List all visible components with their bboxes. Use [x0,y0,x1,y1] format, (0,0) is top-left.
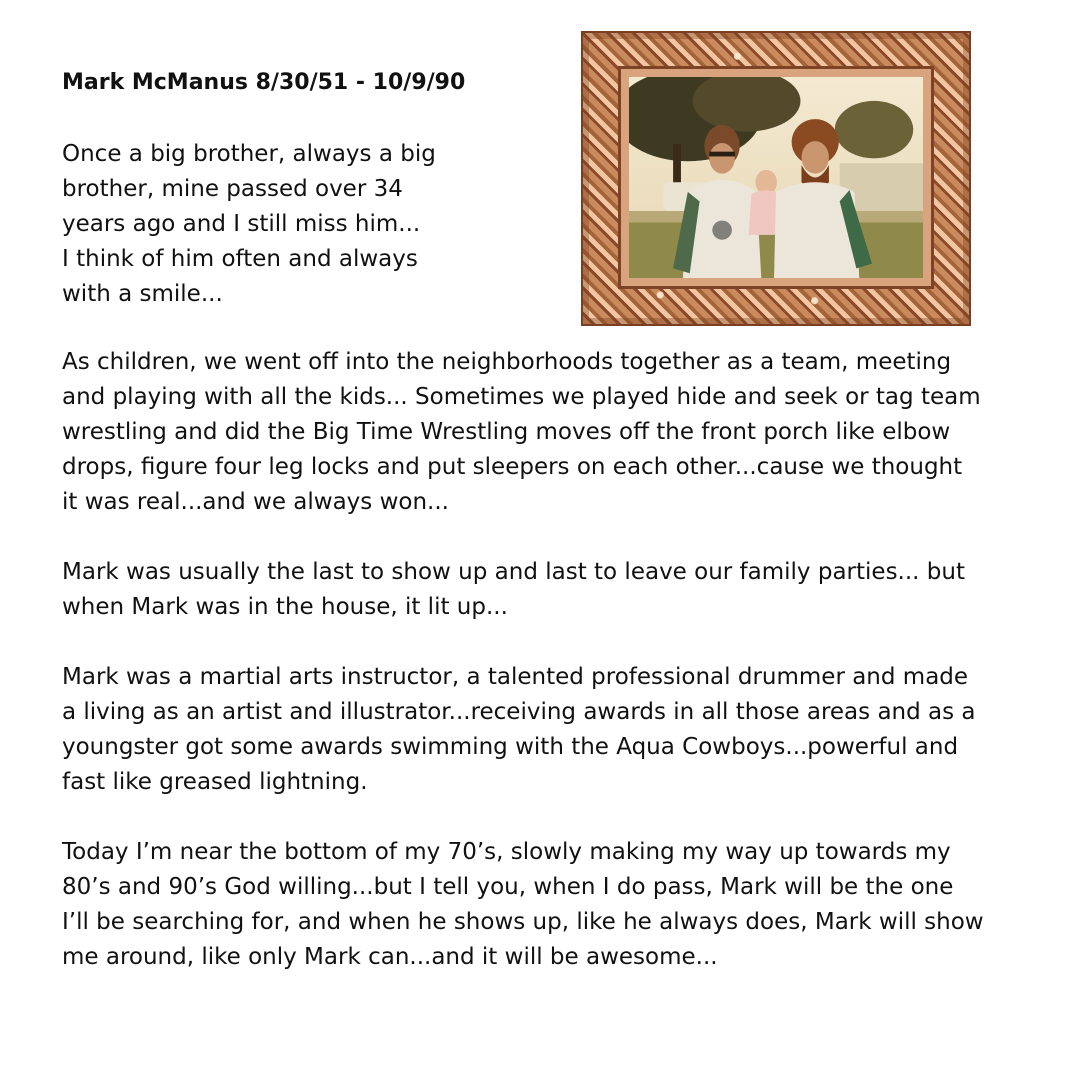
text-line: I’ll be searching for, and when he shows up, like he always does, Mark will show [62,909,984,935]
text-line: when Mark was in the house, it lit up... [62,594,508,620]
photo-frame [581,31,971,326]
family-photo [629,77,923,278]
intro-line: Once a big brother, always a big [62,141,436,167]
memorial-body [62,345,1037,1010]
text-line: drops, figure four leg locks and put sleepers on each other...cause we thought [62,454,963,480]
intro-line: years ago and I still miss him... [62,211,421,237]
text-line: me around, like only Mark can...and it will be awesome... [62,944,718,970]
text-line: Today I’m near the bottom of my 70’s, slowly making my way up towards my [62,839,951,865]
paragraph-childhood [62,345,1037,520]
text-line: Mark was a martial arts instructor, a talented professional drummer and made [62,664,969,690]
memorial-heading: Mark McManus 8/30/51 - 10/9/90 [62,70,466,95]
intro-paragraph [62,137,482,312]
text-line: As children, we went off into the neighborhoods together as a team, meeting [62,349,952,375]
paragraph-today [62,835,1037,975]
text-line: it was real...and we always won... [62,489,449,515]
paragraph-parties [62,555,1037,625]
text-line: Mark was usually the last to show up and last to leave our family parties... but [62,559,965,585]
text-line: 80’s and 90’s God willing...but I tell you, when I do pass, Mark will be the one [62,874,954,900]
text-line: youngster got some awards swimming with the Aqua Cowboys...powerful and [62,734,959,760]
text-line: a living as an artist and illustrator...receiving awards in all those areas and as a [62,699,976,725]
text-line: and playing with all the kids... Sometimes we played hide and seek or tag team [62,384,981,410]
text-line: fast like greased lightning. [62,769,368,795]
intro-line: with a smile... [62,281,223,307]
text-line: wrestling and did the Big Time Wrestling moves off the front porch like elbow [62,419,951,445]
photo-mat [621,69,931,286]
intro-line: brother, mine passed over 34 [62,176,403,202]
paragraph-career [62,660,1037,800]
intro-line: I think of him often and always [62,246,418,272]
